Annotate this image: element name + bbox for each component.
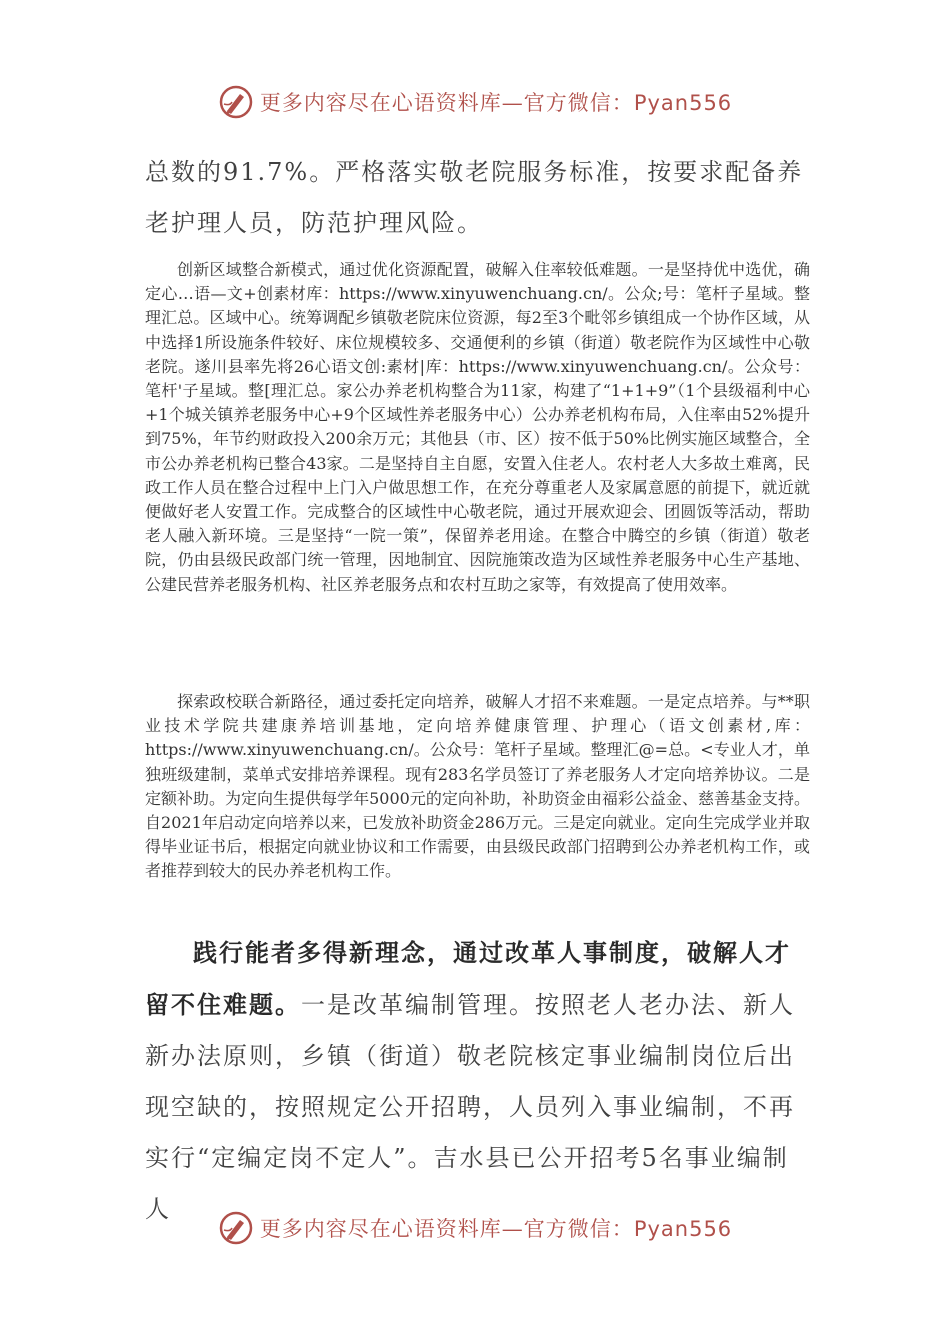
paragraph-3: 探索政校联合新路径，通过委托定向培养，破解人才招不来难题。一是定点培养。与**职业技术学院共建康养培训基地，定向培养健康管理、护理心（语文创素材,库：https://www.xinyuwenchuang.cn/。公众号：笔杆子星域。整理汇@=总。<专业人才，单独班级建制，菜单式安排培养课程。现有283名学员签订了养老服务人才定向培养协议。二是定额补助。为定向生提供每学年5000元的定向补助，补助资金由福彩公益金、慈善基金支持。自2021年启动定向培养以来，已发放补助资金286万元。三是定向就业。定向生完成学业并取得毕业证书后，根据定向就业协议和工作需要，由县级民政部门招聘到公办养老机构工作，或者推荐到较大的民办养老机构工作。	[145, 692, 810, 881]
paragraph-1: 总数的91.7%。严格落实敬老院服务标准，按要求配备养老护理人员，防范护理风险。	[145, 158, 804, 237]
section-heading: 践行能者多得新理念，通过改革人事制度，破解人才留不住难题。	[145, 938, 791, 1019]
pen-logo-icon	[218, 1210, 254, 1246]
banner-text: 更多内容尽在心语资料库—官方微信：Pyan556	[259, 1217, 733, 1241]
header-banner	[0, 82, 950, 122]
banner-text: 更多内容尽在心语资料库—官方微信：Pyan556	[259, 91, 733, 115]
paragraph-4: 践行能者多得新理念，通过改革人事制度，破解人才留不住难题。一是改革编制管理。按照老人老办法、新人新办法原则，乡镇（街道）敬老院核定事业编制岗位后出现空缺的，按照规定公开招聘，人员列入事业编制，不再实行“定编定岗不定人”。吉水县已公开招考5名事业编制人	[145, 938, 795, 1223]
footer-banner	[0, 1208, 950, 1248]
pen-logo-icon	[218, 84, 254, 120]
paragraph-2: 创新区域整合新模式，通过优化资源配置，破解入住率较低难题。一是坚持优中选优，确定心…语—文+创素材库：https://www.xinyuwenchuang.cn/。公众;号：笔杆子星域。整理汇总。区域中心。统筹调配乡镇敬老院床位资源，每2至3个毗邻乡镇组成一个协作区域，从中选择1所设施条件较好、床位规模较多、交通便利的乡镇（街道）敬老院作为区域性中心敬老院。遂川县率先将26心语文创:素材|库：https://www.xinyuwenchuang.cn/。公众号：笔杆'子星域。整[理汇总。家公办养老机构整合为11家，构建了“1+1+9”（1个县级福利中心+1个城关镇养老服务中心+9个区域性养老服务中心）公办养老机构布局，入住率由52%提升到75%，年节约财政投入200余万元；其他县（市、区）按不低于50%比例实施区域整合，全市公办养老机构已整合43家。二是坚持自主自愿，安置入住老人。农村老人大多故土难离，民政工作人员在整合过程中上门入户做思想工作，在充分尊重老人及家属意愿的前提下，就近就便做好老人安置工作。完成整合的区域性中心敬老院，通过开展欢迎会、团圆饭等活动，帮助老人融入新环境。三是坚持“一院一策”，保留养老用途。在整合中腾空的乡镇（街道）敬老院，仍由县级民政部门统一管理，因地制宜、因院施策改造为区域性养老服务中心生产基地、公建民营养老服务机构、社区养老服务点和农村互助之家等，有效提高了使用效率。	[145, 260, 810, 594]
